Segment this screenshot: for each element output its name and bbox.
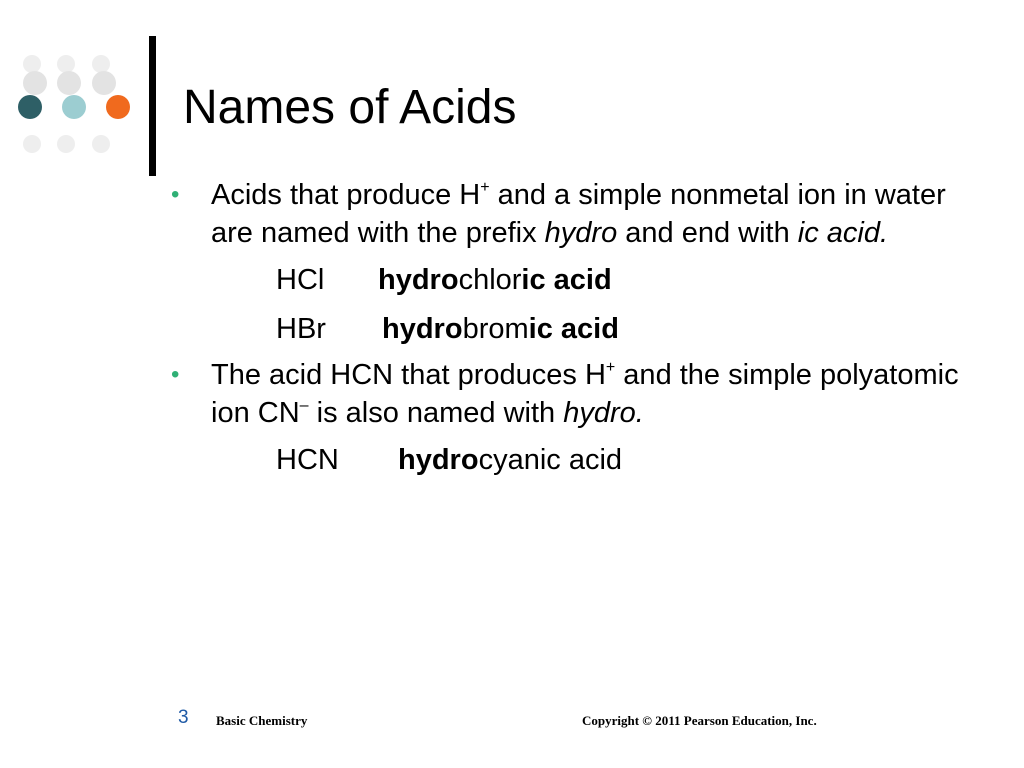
formula: HBr — [276, 313, 326, 345]
bullet-text: and the simple polyatomic ion CN — [211, 359, 959, 429]
formula: HCN — [276, 444, 339, 476]
bullet-item — [168, 356, 968, 432]
faded-dot — [23, 135, 41, 153]
bullet-icon: • — [171, 361, 180, 388]
faded-dot — [57, 135, 75, 153]
footer-course: Basic Chemistry — [216, 713, 308, 728]
faded-dot — [57, 71, 81, 95]
slide-title: Names of Acids — [183, 81, 517, 134]
example-row — [168, 436, 968, 485]
superscript: + — [480, 179, 490, 196]
decorative-dots — [16, 55, 136, 159]
example-row — [168, 256, 968, 305]
light-blue-dot — [62, 95, 86, 119]
teal-dot — [18, 95, 42, 119]
bullet-icon: • — [171, 181, 180, 208]
example-row — [168, 305, 968, 354]
bullet-text: Acids that produce H — [211, 179, 481, 211]
slide-body — [168, 176, 968, 485]
emphasis-text: hydro. — [563, 397, 644, 429]
orange-dot — [106, 95, 130, 119]
emphasis-text: hydro — [544, 217, 618, 249]
title-divider — [149, 36, 156, 176]
page-number: 3 — [178, 707, 189, 728]
superscript: + — [605, 359, 616, 376]
superscript: – — [299, 397, 309, 414]
acid-name: hydrochloric acid — [378, 264, 612, 296]
emphasis-text: ic acid. — [797, 217, 889, 249]
faded-dot — [92, 135, 110, 153]
bullet-text: and end with — [617, 217, 798, 249]
bullet-item — [168, 176, 968, 252]
faded-dot — [92, 71, 116, 95]
bullet-text: and a simple nonmetal ion in water are named with the prefix — [211, 179, 946, 249]
footer-copyright: Copyright © 2011 Pearson Education, Inc. — [582, 713, 817, 728]
acid-name: hydrocyanic acid — [398, 444, 623, 476]
formula: HCl — [276, 264, 325, 296]
bullet-text: is also named with — [308, 397, 564, 429]
bullet-text: The acid HCN that produces H — [211, 359, 606, 391]
faded-dot — [23, 71, 47, 95]
acid-name: hydrobromic acid — [382, 313, 619, 345]
